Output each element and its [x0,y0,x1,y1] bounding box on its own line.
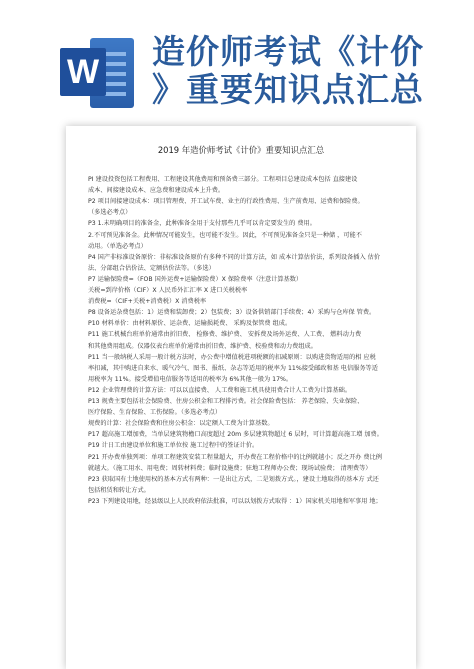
document-line: 法、分部组合估价法、定额估价法等。（多选） [88,264,215,272]
word-icon-letter: W [60,48,106,96]
document-title: 2019 年造价师考试《计价》重要知识点汇总 [157,145,325,155]
document-line: P4 国产非标准设备原价：非标准设备原价有多种不同的计算方法，如 成本计算估价法，系列设备插入 估价 [88,253,381,261]
document-line: P7 运输保险费=（FOB 国外运费+运输保险费）X 保险费率（注意计算基数） [88,275,303,283]
document-line: P11 当一般纳税人采用一般计税方法时，办公费中增值税进项税额的扣减原则：以购进货物适用的相 应税 [88,353,376,361]
document-line: 关税=到岸价格（CIF）X 人民币外汇汇率 X 进口关税税率 [88,287,248,294]
document-line: 就越大。（施工用水、用电费；周转材料费；临时设施费；驻地工程师办公费；现场试验费； 清理费等） [88,464,372,472]
document-line: P12 企业管理费的计算方法：可以以直接费、 人工费和施工机具使用费合计人工费为计算基础。 [88,386,352,394]
document-line: P10 材料单价：由材料原价、运杂费、运输损耗费、 采购及保管费 组成。 [88,320,292,328]
document-line: 医疗保险、生育保险、工伤保险。（多选必考点） [88,409,222,417]
document-line: 率扣减，其中购进自来水、暖气冷气、图书、报纸、杂志等适用的税率为 11%接受邮政和基 电信服务等适 [88,364,378,372]
document-line: P21 开办费单独列项：单项工程建筑安装工程量超大，开办费在工程价格中的比例就越小；反之开办 费比例 [88,453,382,461]
word-document-icon [60,38,136,108]
document-line: 和其他费用组成。仪器仪表台班单价通常由折旧费、维护费、校验费和动力费组成。 [88,342,317,350]
banner-title-line-1: 造价师考试《计价 [152,32,424,71]
document-line: 用税率为 11%。接受增值电信服务等适用的税率为 6%其他一般为 17%。 [88,375,293,383]
banner-title-line-2: 》重要知识点汇总 [152,70,424,109]
document-line: P11 施工机械台班单价通常由折旧费、 检修费、维护费、 安拆费及场外运费、人工费、 燃料动力费 [88,331,362,339]
document-line: 规费的计算：社会保险费和住房公积金：以定额人工费为计算基数。 [88,420,274,428]
document-line: P8 设备运杂费包括：1）运费和装卸费；2）包装费；3）设备供销部门手续费；4）采购与仓库保 管费。 [88,309,376,317]
document-line: 动用。（单选必考点） [88,242,147,250]
document-line: P19 计日工由建设单位和施工单位按 施工过程中的签证计价。 [88,442,259,450]
document-line: 成本、间接建设成本、应急费和建设成本上升费。 [88,187,225,195]
header-banner [0,0,474,118]
document-line: P13 规费主要包括社会保险费、住房公积金和工程排污费。社会保险费包括： 养老保险、失业保险、 [88,398,364,405]
document-line: P23 下列建设用地，经县级以上人民政府依法批准，可以以划拨方式取得 ：1）国家机关用地和军事用 地； [88,497,382,505]
document-line: 包括租赁和转让方式。 [88,486,150,494]
document-line: P2 项目间接建设成本：项目管理费、开工试车费、业主的行政性费用、生产前费用、运费和保险费。 [88,198,364,206]
document-page [66,126,416,669]
document-line: 2.不可预见准备金。此种情况可能发生，也可能不发生。因此，不可预见准备金只是一种储 ，可能不 [88,231,362,239]
document-line: 消费税=（CIF+关税+消费税）X 消费税率 [88,298,207,306]
document-line: P23 获取国有土地使用权的基本方式有两种：一是出让方式，二是划拨方式。，建设土地取得的基本方 式还 [88,475,379,483]
document-line: P3 1.未明确项目的准备金，此种准备金用于支付那些几乎可以肯定要发生的 费用。 [88,220,316,228]
document-line: （多选必考点） [88,209,132,217]
document-line: PI 建设投资包括工程费用、工程建设其他费用和预备费三部分。工程项目总建设成本包括 直接建设 [88,176,358,183]
document-line: P17 超高施工增加费，当单层建筑物檐口高度超过 20m 多层建筑物超过 6 层时，可计算超高施工增 加费。 [88,431,383,439]
